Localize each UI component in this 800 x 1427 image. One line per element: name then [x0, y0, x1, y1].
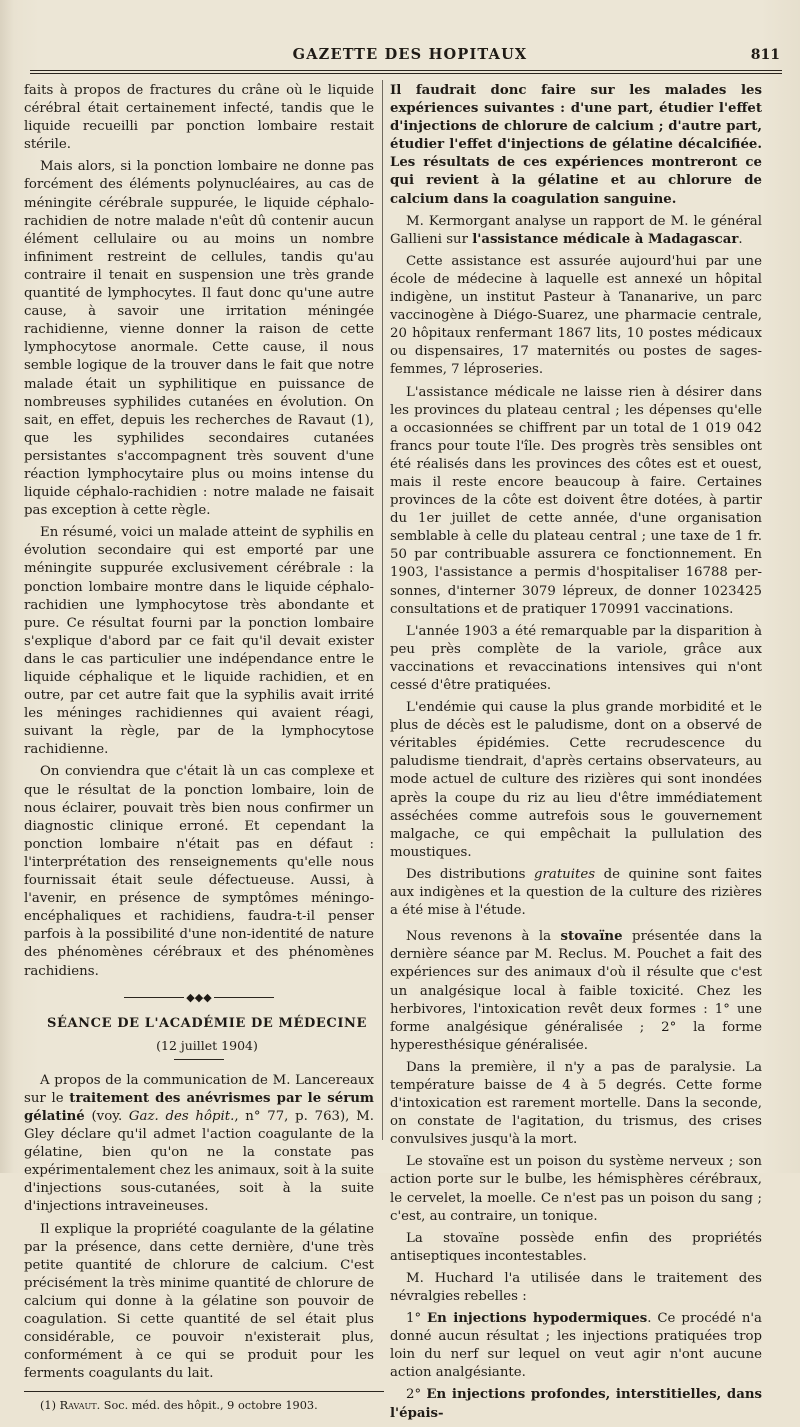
text-run: présentée dans la dernière séance par M. Reclus. M. Pouchet a fait des expériences sur des animaux d'où il résulte que c'est un analgésique local à faible toxicité. Chez les herbivores, l'intoxication revêt deux formes : 1° une forme analgésique généralisée ; 2° la forme hyperesthésique généralisée.	[390, 929, 763, 1053]
paragraph	[390, 928, 762, 1055]
bold-text: l'assistance médicale à Madagascar	[472, 231, 739, 247]
header-rule-double	[30, 73, 782, 74]
separator-ornament: ◆◆◆	[184, 989, 214, 1007]
italic-text: gratuites	[534, 866, 596, 882]
text-run: de quinine sont faites aux indigènes et la question de la culture des rizières a été mise à l'étude.	[390, 866, 762, 919]
text-run: .	[738, 231, 743, 247]
paragraph: Cette assistance est assurée aujourd'hui par une école de médecine à laquelle est annexé un hôpital indigène, un institut Pasteur à Tananarive, un parc vaccinogène à Diégo-Suarez, une pharmacie centrale, 20 hôpitaux renfermant 1867 lits, 10 postes médicaux ou dispensaires, 17 maternités ou postes de sages-femmes, 7 léproseries.	[390, 253, 762, 378]
text-run: 2°	[406, 1387, 427, 1403]
paragraph: On conviendra que c'était là un cas complexe et que le résultat de la ponction lombaire, loin de nous éclairer, pouvait très bien nous confirmer un diagnostic clinique erroné. Et cependant la ponction lombaire n'était pas en défaut : l'interprétation des renseignements qu'elle nous fournissait était seule défectueuse. Aussi, à l'avenir, en présence de symptômes méningo-encéphaliques et rachidiens, faudra-t-il penser parfois à la possibilité d'une non-identité de nature des phénomènes cérébraux et des phénomènes rachidiens.	[24, 764, 374, 979]
paragraph: M. Huchard l'a utilisée dans le traitement des névralgies rebelles :	[390, 1270, 762, 1304]
paragraph: L'endémie qui cause la plus grande morbidité et le plus de décès est le paludisme, dont on a observé de véritables épidémies. Cette recrudescence du paludisme tiendrait, d'après certains observateurs, au mode actuel de culture des rizières qui sont inondées après la coupe du riz au lieu d'être immédiatement asséchées comme autrefois sous le gouvernement malgache, ce qui empêchait la pullulation des moustiques.	[390, 700, 762, 860]
paragraph: L'année 1903 a été remarquable par la disparition à peu près complète de la variole, grâce aux vaccinations et revaccinations intensives qui n'ont cessé d'être pratiquées.	[390, 623, 762, 693]
text-run: . Ce procédé n'a donné aucun résultat ; les injections pratiquées trop loin du nerf sur lequel on veut agir n'ont aucune action analgésiante.	[390, 1311, 762, 1381]
footnote-text: . Soc. méd. des hôpit., 9 octobre 1903.	[96, 1399, 318, 1413]
paragraph: La stovaïne possède enfin des propriétés antiseptiques incontestables.	[390, 1230, 762, 1264]
paragraph	[390, 1386, 762, 1422]
bold-text: En injections profondes, interstitielles, dans l'épais-	[390, 1387, 762, 1421]
paragraph: Mais alors, si la ponction lombaire ne donne pas forcément des éléments polynucléaires, au cas de méningite cérébrale suppurée, le liquide céphalo-rachidien de notre malade n'eût dû contenir aucun élément cellulaire ou au moins un nombre infiniment restreint de cellules, tandis qu'au contraire il tenait en suspension une très grande quantité de lymphocytes. Il faut donc qu'une autre cause, à savoir une irritation méningée rachidienne, vienne donner la raison de cette lymphocytose anormale. Cette cause, il nous semble logique de la trouver dans le fait que notre malade était un syphilitique en puissance de nombreuses syphilides cutanées en évolution. On sait, en effet, depuis les recherches de Ravaut (1), que les syphilides secondaires cutanées persistantes s'accompagnent très souvent d'une réaction lymphocytaire plus ou moins intense du liquide céphalo-rachidien : notre malade ne faisait pas exception à cette règle.	[24, 159, 374, 519]
paragraph	[390, 866, 762, 920]
page-header	[40, 44, 780, 68]
text-run: (voy.	[84, 1108, 129, 1124]
left-column	[24, 82, 374, 1417]
header-rule	[30, 70, 782, 71]
footnote	[24, 1398, 374, 1413]
text-run: M. Kermorgant analyse un rapport de M. le général Gallieni sur	[390, 213, 762, 247]
section-title: SÉANCE DE L'ACADÉMIE DE MÉDECINE	[46, 1015, 368, 1031]
column-divider	[382, 80, 383, 1140]
paragraph	[390, 1310, 762, 1382]
paragraph: Dans la première, il n'y a pas de paralysie. La température baisse de 4 à 5 degrés. Cette forme d'intoxication est rarement mortelle. Dans la seconde, on constate de l'agitation, du trismus, des crises convulsives jusqu'à la mort.	[390, 1059, 762, 1148]
paragraph	[24, 1072, 374, 1217]
text-run: Nous revenons à la	[406, 929, 561, 945]
bold-text: stovaïne	[560, 929, 623, 945]
paragraph	[390, 213, 762, 249]
paragraph: faits à propos de fractures du crâne où le liquide cérébral était certainement infecté, tandis que le liquide recueilli par ponction lombaire restait stérile.	[24, 83, 374, 153]
text-run: A propos de la communication de M. Lancereaux sur le	[24, 1072, 374, 1106]
italic-text: Gaz. des hôpit.	[128, 1108, 235, 1124]
text-run: 1°	[406, 1311, 428, 1327]
bold-text: traitement des anévrismes par le sérum gélatiné	[24, 1090, 374, 1124]
paragraph: L'assistance médicale ne laisse rien à désirer dans les provinces du plateau central ; les dépenses qu'elle a occasionnées se chiffrent par un total de 1 019 042 francs pour toute l'île. Des progrès très sensibles ont été réalisés dans les provinces des côtes est et ouest, mais il reste encore beaucoup à faire. Certaines provinces de la côte est doivent être dotées, à partir du 1er juillet de cette année, d'une organisation semblable à celle du plateau central ; une taxe de 1 fr. 50 par contribuable assurera ce fonctionnement. En 1903, l'assistance a permis d'hospitaliser 16788 personnes, d'interner 3079 lépreux, de donner 1023425 consultations et de pratiquer 170991 vaccinations.	[390, 384, 762, 617]
running-title: GAZETTE DES HOPITAUX	[292, 46, 528, 63]
paragraph: Il explique la propriété coagulante de la gélatine par la présence, dans cette dernière, d'une très petite quantité de chlorure de calcium. C'est précisément la très minime quantité de chlorure de calcium qui donne à la gélatine son pouvoir de coagulation. Si cette quantité de sel était plus considérable, ce pouvoir n'existerait plus, conformément à ce qui se produit pour les ferments coagulants du lait.	[24, 1221, 374, 1382]
text-run: Des distributions	[406, 866, 535, 882]
section-separator	[24, 991, 374, 1005]
footnote-author: Ravaut	[59, 1399, 97, 1413]
bold-text: En injections hypodermiques	[427, 1311, 648, 1327]
paragraph: En résumé, voici un malade atteint de syphilis en évolution secondaire qui est emporté par une méningite suppurée exclusivement cérébrale : la ponction lombaire montre dans le liquide céphalo-rachidien une lymphocytose très abondante et pure. Ce résultat fourni par la ponction lombaire s'explique d'abord par ce fait qu'il devait exister dans le cas particulier une indépendance entre le liquide céphalique et le liquide rachidien, et en outre, par cet autre fait que la syphilis avait irrité les méninges rachidiennes qui avaient réagi, suivant la règle, par de la lymphocytose rachidienne.	[24, 525, 374, 758]
footnote-rule	[24, 1391, 384, 1392]
page-number: 811	[750, 47, 780, 63]
footnote-mark: (1)	[40, 1399, 60, 1413]
paragraph: Le stovaïne est un poison du système nerveux ; son action porte sur le bulbe, les hémisphères cérébraux, le cervelet, la moelle. Ce n'est pas un poison du sang ; c'est, au contraire, un tonique.	[390, 1154, 762, 1224]
section-rule	[174, 1059, 224, 1060]
paragraph: Il faudrait donc faire sur les malades les expériences suivantes : d'une part, étudier l'effet d'injections de chlorure de calcium ; d'autre part, étudier l'effet d'injections de gélatine décalcifiée. Les résultats de ces expériences montreront ce qui revient à la gélatine et au chlorure de calcium dans la coagulation sanguine.	[390, 83, 762, 207]
right-column	[390, 82, 762, 1427]
section-date: (12 juillet 1904)	[156, 1037, 258, 1053]
text-run: , n° 77, p. 763), M. Gley déclare qu'il admet l'action coagulante de la gélatine, bien qu'on ne la constate pas expérimentalement chez les animaux, soit à la suite d'injections sous-cutanées, soit à la suite d'injections intraveineuses.	[24, 1108, 375, 1215]
